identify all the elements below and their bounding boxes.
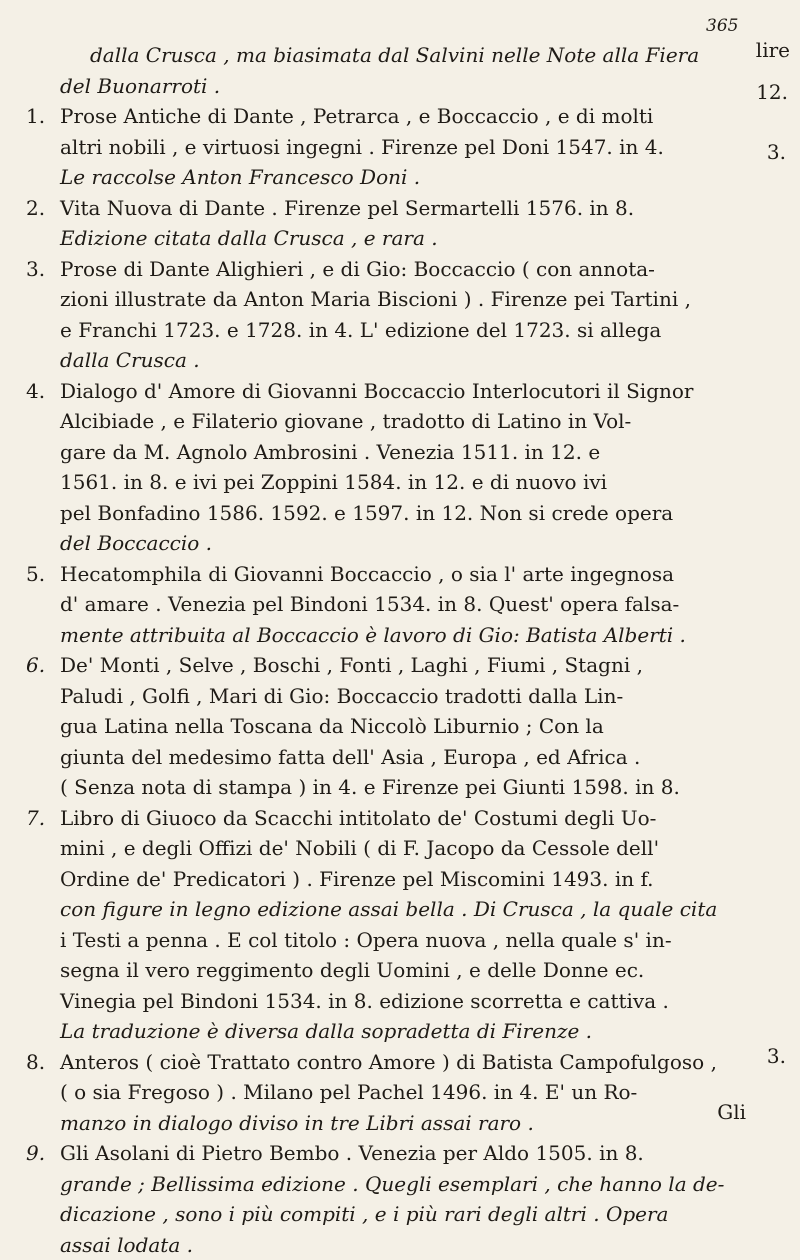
price-entry-9: 3.: [767, 1044, 786, 1068]
price-column-label: lire: [756, 38, 790, 62]
entry-3-line-4: dalla Crusca .: [26, 345, 732, 376]
entry-4-line-6: del Boccaccio .: [26, 528, 732, 559]
entry-4-line-1: [26, 376, 732, 407]
entry-number: 5.: [26, 559, 60, 590]
entry-number: 1.: [26, 101, 60, 132]
price-entry-1: 12.: [756, 80, 788, 104]
entry-7-line-8: La traduzione è diversa dalla sopradetta di Firenze .: [26, 1016, 732, 1047]
entry-text: Gli Asolani di Pietro Bembo . Venezia per Aldo 1505. in 8.: [60, 1141, 644, 1165]
catchword: Gli: [717, 1100, 746, 1124]
entry-1-line-2: altri nobili , e virtuosi ingegni . Firenze pel Doni 1547. in 4.: [26, 132, 732, 163]
entry-number: 3.: [26, 254, 60, 285]
entry-3-line-2: zioni illustrate da Anton Maria Biscioni ) . Firenze pei Tartini ,: [26, 284, 732, 315]
entry-9-line-4: assai lodata .: [26, 1230, 732, 1260]
entry-6-line-3: gua Latina nella Toscana da Niccolò Liburnio ; Con la: [26, 711, 732, 742]
catalogue-text: [26, 40, 732, 1260]
entry-4-line-3: gare da M. Agnolo Ambrosini . Venezia 1511. in 12. e: [26, 437, 732, 468]
entry-1-line-1: [26, 101, 732, 132]
entry-7-line-2: mini , e degli Offizi de' Nobili ( di F. Jacopo da Cessole dell': [26, 833, 732, 864]
entry-7-line-5: i Testi a penna . E col titolo : Opera nuova , nella quale s' in-: [26, 925, 732, 956]
entry-number: 2.: [26, 193, 60, 224]
entry-number: 7.: [26, 803, 60, 834]
entry-4-line-5: pel Bonfadino 1586. 1592. e 1597. in 12. Non si crede opera: [26, 498, 732, 529]
entry-9-line-3: dicazione , sono i più compiti , e i più rari degli altri . Opera: [26, 1199, 732, 1230]
entry-5-line-3: mente attribuita al Boccaccio è lavoro di Gio: Batista Alberti .: [26, 620, 732, 651]
page-number: 365: [706, 16, 738, 36]
intro-line-1: dalla Crusca , ma biasimata dal Salvini nelle Note alla Fiera: [26, 40, 732, 71]
entry-text: Prose Antiche di Dante , Petrarca , e Boccaccio , e di molti: [60, 104, 653, 128]
entry-4-line-2: Alcibiade , e Filaterio giovane , tradotto di Latino in Vol-: [26, 406, 732, 437]
entry-text: Dialogo d' Amore di Giovanni Boccaccio Interlocutori il Signor: [60, 379, 694, 403]
entry-3-line-3: e Franchi 1723. e 1728. in 4. L' edizione del 1723. si allega: [26, 315, 732, 346]
entry-6-line-2: Paludi , Golfi , Mari di Gio: Boccaccio tradotti dalla Lin-: [26, 681, 732, 712]
entry-7-line-7: Vinegia pel Bindoni 1534. in 8. edizione scorretta e cattiva .: [26, 986, 732, 1017]
entry-1-line-3: Le raccolse Anton Francesco Doni .: [26, 162, 732, 193]
entry-6-line-5: ( Senza nota di stampa ) in 4. e Firenze pei Giunti 1598. in 8.: [26, 772, 732, 803]
entry-6-line-1: [26, 650, 732, 681]
entry-text: Prose di Dante Alighieri , e di Gio: Boccaccio ( con annota-: [60, 257, 655, 281]
intro-line-2: del Buonarroti .: [26, 71, 732, 102]
entry-2-line-2: Edizione citata dalla Crusca , e rara .: [26, 223, 732, 254]
entry-7-line-1: [26, 803, 732, 834]
entry-text: De' Monti , Selve , Boschi , Fonti , Laghi , Fiumi , Stagni ,: [60, 653, 643, 677]
entry-8-line-2: ( o sia Fregoso ) . Milano pel Pachel 1496. in 4. E' un Ro-: [26, 1077, 732, 1108]
entry-text: Libro di Giuoco da Scacchi intitolato de' Costumi degli Uo-: [60, 806, 656, 830]
entry-4-line-4: 1561. in 8. e ivi pei Zoppini 1584. in 12. e di nuovo ivi: [26, 467, 732, 498]
entry-9-line-1: [26, 1138, 732, 1169]
entry-3-line-1: [26, 254, 732, 285]
entry-6-line-4: giunta del medesimo fatta dell' Asia , Europa , ed Africa .: [26, 742, 732, 773]
entry-8-line-3: manzo in dialogo diviso in tre Libri assai raro .: [26, 1108, 732, 1139]
entry-number: 8.: [26, 1047, 60, 1078]
entry-9-line-2: grande ; Bellissima edizione . Quegli esemplari , che hanno la de-: [26, 1169, 732, 1200]
entry-7-line-3: Ordine de' Predicatori ) . Firenze pel Miscomini 1493. in f.: [26, 864, 732, 895]
price-entry-2: 3.: [767, 140, 786, 164]
entry-text: Hecatomphila di Giovanni Boccaccio , o sia l' arte ingegnosa: [60, 562, 674, 586]
entry-2-line-1: [26, 193, 732, 224]
entry-5-line-2: d' amare . Venezia pel Bindoni 1534. in 8. Quest' opera falsa-: [26, 589, 732, 620]
entry-number: 9.: [26, 1138, 60, 1169]
entry-8-line-1: [26, 1047, 732, 1078]
entry-7-line-6: segna il vero reggimento degli Uomini , e delle Donne ec.: [26, 955, 732, 986]
entry-number: 4.: [26, 376, 60, 407]
entry-text: Vita Nuova di Dante . Firenze pel Sermartelli 1576. in 8.: [60, 196, 634, 220]
entry-7-line-4: con figure in legno edizione assai bella . Di Crusca , la quale cita: [26, 894, 732, 925]
entry-5-line-1: [26, 559, 732, 590]
entry-text: Anteros ( cioè Trattato contro Amore ) di Batista Campofulgoso ,: [60, 1050, 717, 1074]
entry-number: 6.: [26, 650, 60, 681]
